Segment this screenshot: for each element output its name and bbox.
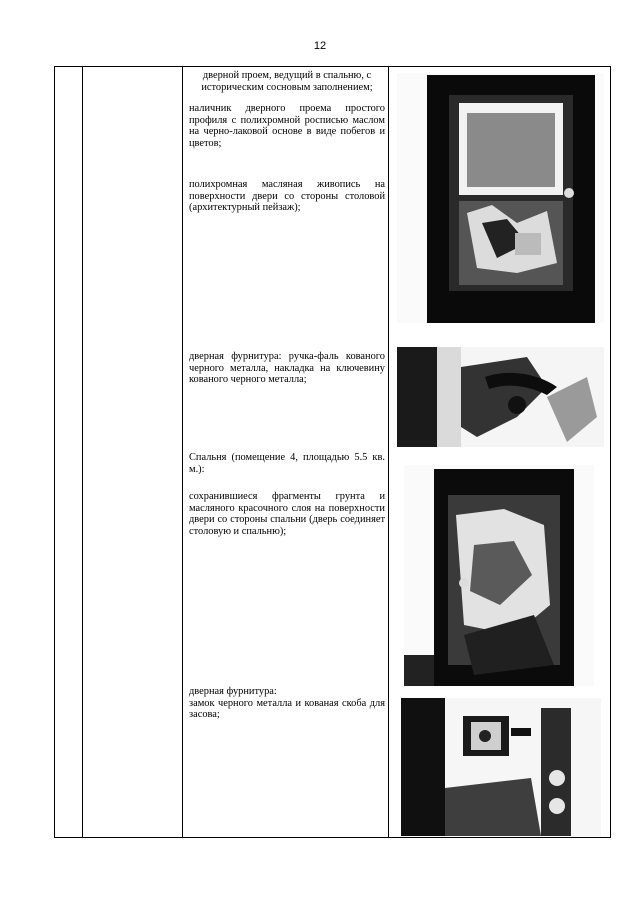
door-bedroom-photo <box>404 465 594 686</box>
item-description: полихромная масляная живопись на поверхности двери со стороны столовой (архитектурный пейзаж); <box>189 179 385 214</box>
inventory-table <box>54 66 611 838</box>
column-divider <box>182 67 183 837</box>
column-divider <box>82 67 83 837</box>
page-number: 12 <box>313 40 327 52</box>
item-description: сохранившиеся фрагменты грунта и масляного красочного слоя на поверхности двери со стороны спальни (дверь соединяет столовую и спальню); <box>189 491 385 537</box>
item-description: наличник дверного проема простого профиля с полихромной росписью маслом на черно-лаковой основе в виде побегов и цветов; <box>189 103 385 149</box>
item-description: дверной проем, ведущий в спальню, с историческим сосновым заполнением; <box>201 70 373 93</box>
item-description: дверная фурнитура: ручка-фаль кованого черного металла, накладка на ключевину кованого черного металла; <box>189 351 385 386</box>
door-handle-photo <box>397 347 604 447</box>
section-heading: Спальня (помещение 4, площадью 5.5 кв. м.): <box>189 452 385 475</box>
column-divider <box>388 67 389 837</box>
item-description: дверная фурнитура: замок черного металла и кованая скоба для засова; <box>189 686 385 721</box>
door-lock-photo <box>401 698 601 836</box>
door-dining-room-photo <box>397 73 604 331</box>
